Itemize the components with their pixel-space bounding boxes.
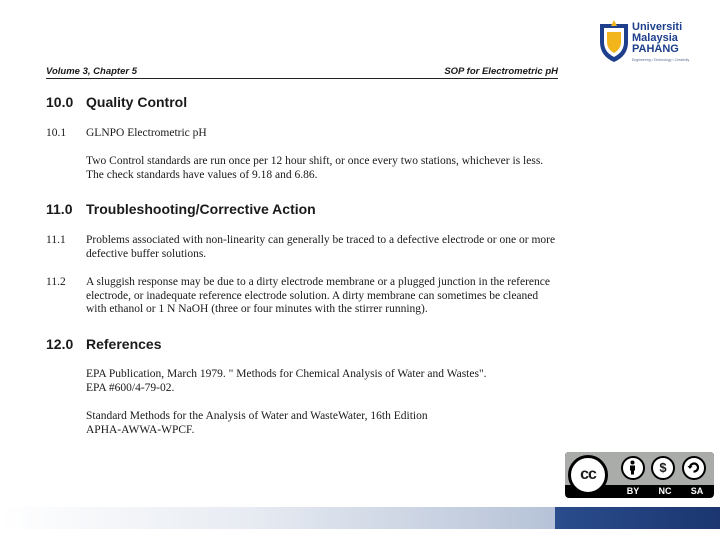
section-title: Quality Control [86,94,188,110]
reference-line: Standard Methods for the Analysis of Water and WasteWater, 16th Edition [86,410,428,422]
section-title: References [86,336,162,352]
paragraph: A sluggish response may be due to a dirty electrode membrane or a plugged junction in the reference electrode, or inadequate reference electrode solution. A dirty membrane can sometimes be cleaned with ethanol or 1 N NaOH (three or four minutes with the stirrer running). [86,276,550,315]
shield-icon [598,18,630,64]
section-title: Troubleshooting/Corrective Action [86,201,316,217]
section-number: 12.0 [46,336,74,352]
section-heading-12 [46,336,162,352]
section-heading-11 [46,201,316,217]
attribution-icon [621,456,645,480]
share-alike-icon [682,456,706,480]
footer-accent [555,507,720,529]
document-header [46,66,558,79]
item-number: 11.1 [46,234,66,246]
non-commercial-icon: $ [651,456,675,480]
reference-line: EPA Publication, March 1979. " Methods for Chemical Analysis of Water and Wastes". [86,368,487,380]
reference-line: APHA-AWWA-WPCF. [86,424,195,436]
label-nc: NC [658,486,672,496]
logo-line-3: PAHANG [632,43,679,55]
label-by: BY [626,486,640,496]
item-heading: GLNPO Electrometric pH [86,127,207,139]
header-sop-title: SOP for Electrometric pH [444,66,558,77]
header-volume: Volume 3, Chapter 5 [46,66,137,77]
university-logo [598,18,708,66]
footer-tagline: Communitising Technology [597,5,699,15]
footer-band [0,507,720,529]
reference-line: EPA #600/4-79-02. [86,382,175,394]
logo-line-2: Malaysia [632,32,678,44]
logo-line-1: Universiti [632,21,683,33]
item-number: 10.1 [46,127,67,139]
logo-tagline: Engineering • Technology • Creativity [632,58,690,62]
section-heading-10 [46,94,187,110]
item-number: 11.2 [46,276,66,288]
cc-license-labels [617,486,713,498]
section-number: 10.0 [46,94,74,110]
footer-bottom-strip [0,529,720,540]
cc-icon: cc [568,455,608,495]
section-number: 11.0 [46,201,73,217]
paragraph: Two Control standards are run once per 12 hour shift, or once every two stations, whichever is less. The check standards have values of 9.18 and 6.86. [86,155,544,181]
paragraph: Problems associated with non-linearity can generally be traced to a defective electrode or one or more defective buffer solutions. [86,234,556,260]
label-sa: SA [690,486,704,496]
cc-license-badge[interactable] [565,452,714,498]
university-name [632,22,682,55]
